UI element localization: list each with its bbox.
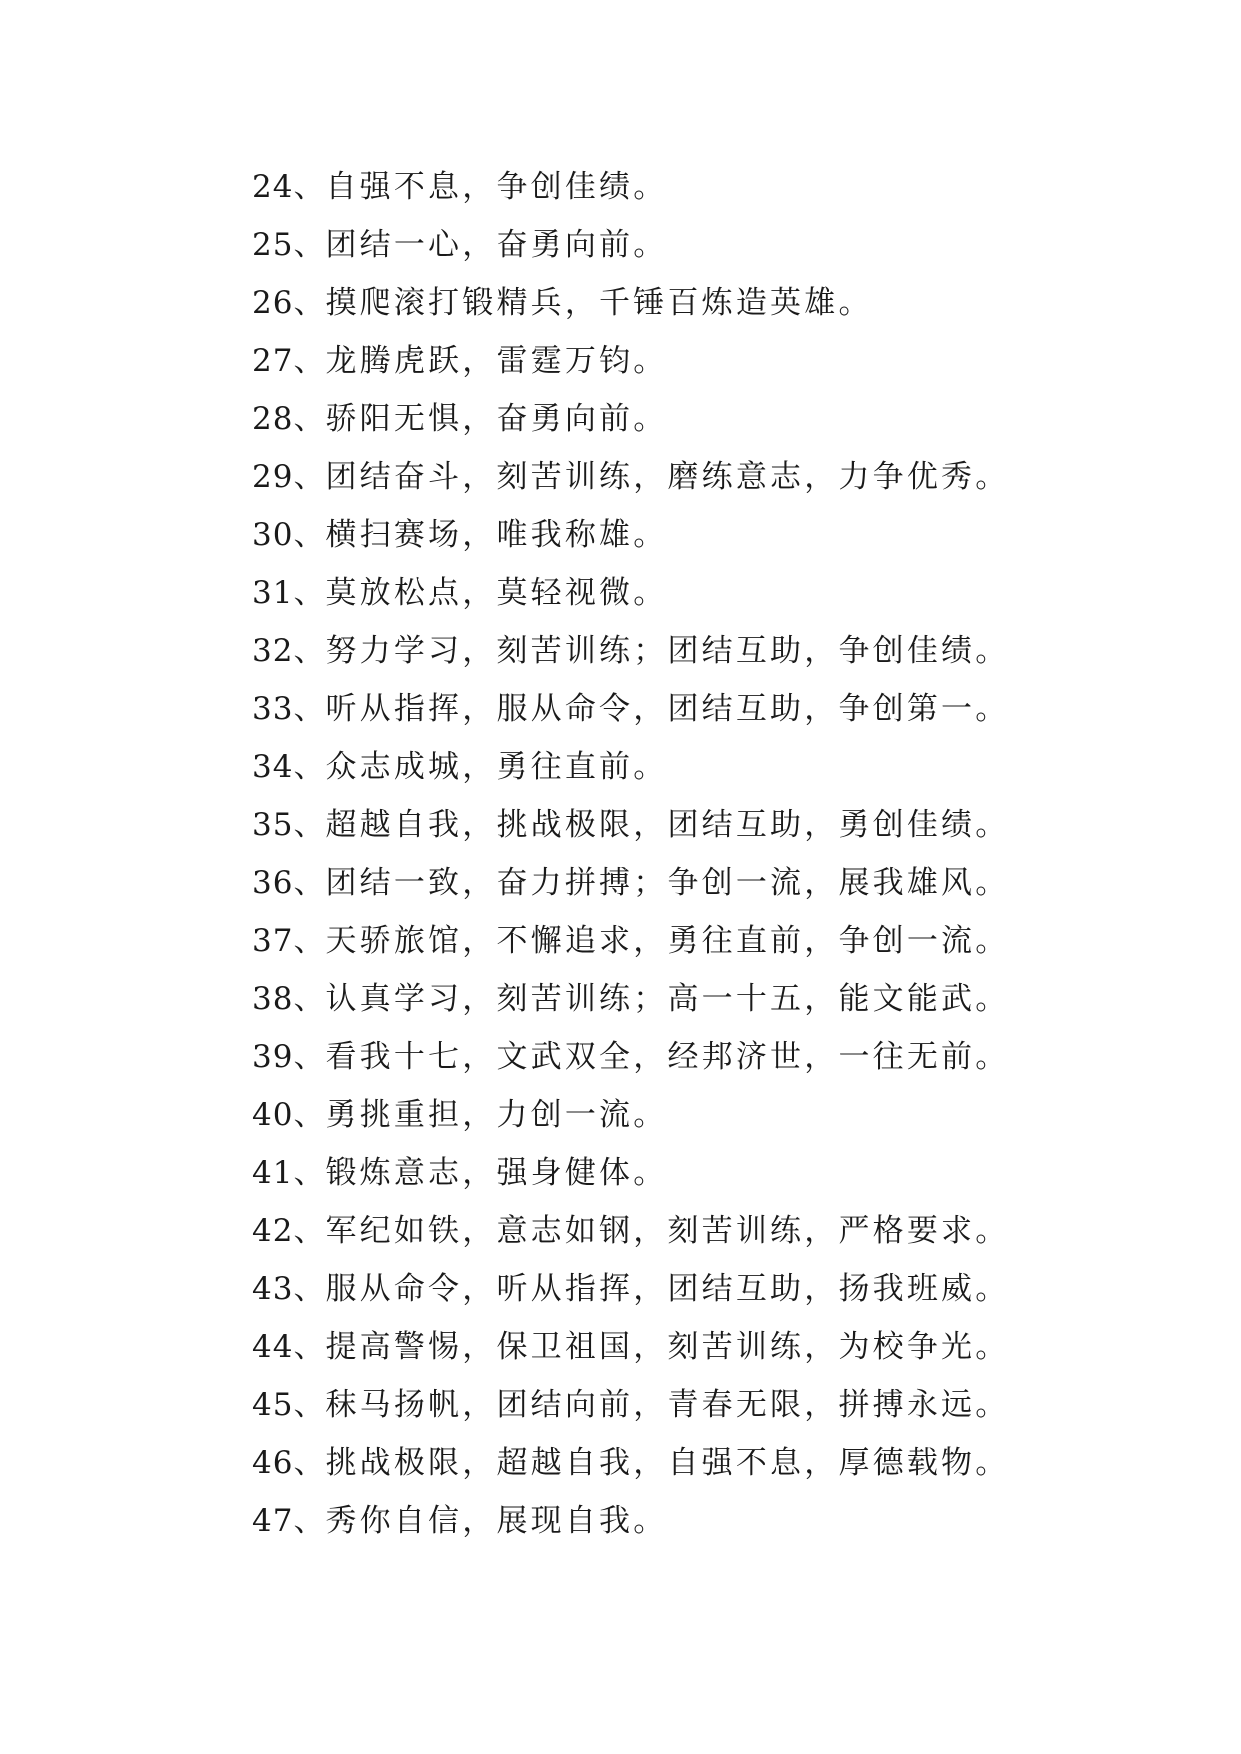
item-text: 团结一心，奋勇向前。 — [325, 227, 668, 263]
list-item — [252, 1260, 1152, 1318]
item-number: 35、 — [252, 807, 326, 843]
item-text: 团结一致，奋力拼搏；争创一流，展我雄风。 — [325, 865, 1010, 901]
item-number: 39、 — [252, 1039, 326, 1075]
list-item — [252, 854, 1152, 912]
item-number: 27、 — [252, 343, 326, 379]
item-number: 36、 — [252, 865, 326, 901]
item-text: 听从指挥，服从命令，团结互助，争创第一。 — [325, 691, 1010, 727]
item-text: 天骄旅馆，不懈追求，勇往直前，争创一流。 — [325, 923, 1010, 959]
item-number: 32、 — [252, 633, 326, 669]
list-item — [252, 796, 1152, 854]
item-text: 勇挑重担，力创一流。 — [325, 1097, 668, 1133]
list-item — [252, 390, 1152, 448]
item-text: 认真学习，刻苦训练；高一十五，能文能武。 — [325, 981, 1010, 1017]
item-number: 34、 — [252, 749, 326, 785]
item-number: 47、 — [252, 1503, 326, 1539]
list-item — [252, 1086, 1152, 1144]
item-text: 莫放松点，莫轻视微。 — [325, 575, 668, 611]
item-text: 横扫赛场，唯我称雄。 — [325, 517, 668, 553]
item-number: 45、 — [252, 1387, 326, 1423]
item-number: 44、 — [252, 1329, 326, 1365]
list-item — [252, 564, 1152, 622]
list-item — [252, 680, 1152, 738]
list-item — [252, 332, 1152, 390]
list-item — [252, 1144, 1152, 1202]
list-item — [252, 970, 1152, 1028]
list-item — [252, 622, 1152, 680]
list-item — [252, 1492, 1152, 1550]
item-text: 努力学习，刻苦训练；团结互助，争创佳绩。 — [325, 633, 1010, 669]
item-number: 38、 — [252, 981, 326, 1017]
item-number: 37、 — [252, 923, 326, 959]
item-text: 摸爬滚打锻精兵，千锤百炼造英雄。 — [325, 285, 873, 321]
item-number: 26、 — [252, 285, 326, 321]
list-item — [252, 1318, 1152, 1376]
list-item — [252, 1376, 1152, 1434]
item-number: 30、 — [252, 517, 326, 553]
item-number: 31、 — [252, 575, 326, 611]
list-item — [252, 738, 1152, 796]
list-item — [252, 506, 1152, 564]
item-text: 众志成城，勇往直前。 — [325, 749, 668, 785]
item-number: 46、 — [252, 1445, 326, 1481]
item-text: 提高警惕，保卫祖国，刻苦训练，为校争光。 — [325, 1329, 1010, 1365]
item-number: 43、 — [252, 1271, 326, 1307]
item-number: 40、 — [252, 1097, 326, 1133]
item-text: 看我十七，文武双全，经邦济世，一往无前。 — [325, 1039, 1010, 1075]
slogan-list — [252, 158, 1152, 1550]
list-item — [252, 912, 1152, 970]
item-text: 军纪如铁，意志如钢，刻苦训练，严格要求。 — [325, 1213, 1010, 1249]
item-text: 自强不息，争创佳绩。 — [325, 169, 668, 205]
list-item — [252, 1202, 1152, 1260]
item-text: 秣马扬帆，团结向前，青春无限，拼搏永远。 — [325, 1387, 1010, 1423]
item-number: 28、 — [252, 401, 326, 437]
item-text: 骄阳无惧，奋勇向前。 — [325, 401, 668, 437]
list-item — [252, 158, 1152, 216]
item-number: 24、 — [252, 169, 326, 205]
item-text: 锻炼意志，强身健体。 — [325, 1155, 668, 1191]
item-text: 秀你自信，展现自我。 — [325, 1503, 668, 1539]
list-item — [252, 448, 1152, 506]
item-number: 41、 — [252, 1155, 326, 1191]
item-number: 42、 — [252, 1213, 326, 1249]
item-number: 25、 — [252, 227, 326, 263]
item-text: 超越自我，挑战极限，团结互助，勇创佳绩。 — [325, 807, 1010, 843]
list-item — [252, 1028, 1152, 1086]
item-number: 29、 — [252, 459, 326, 495]
item-text: 龙腾虎跃，雷霆万钧。 — [325, 343, 668, 379]
list-item — [252, 216, 1152, 274]
item-text: 团结奋斗，刻苦训练，磨练意志，力争优秀。 — [325, 459, 1010, 495]
item-number: 33、 — [252, 691, 326, 727]
list-item — [252, 1434, 1152, 1492]
item-text: 挑战极限，超越自我，自强不息，厚德载物。 — [325, 1445, 1010, 1481]
list-item — [252, 274, 1152, 332]
item-text: 服从命令，听从指挥，团结互助，扬我班威。 — [325, 1271, 1010, 1307]
